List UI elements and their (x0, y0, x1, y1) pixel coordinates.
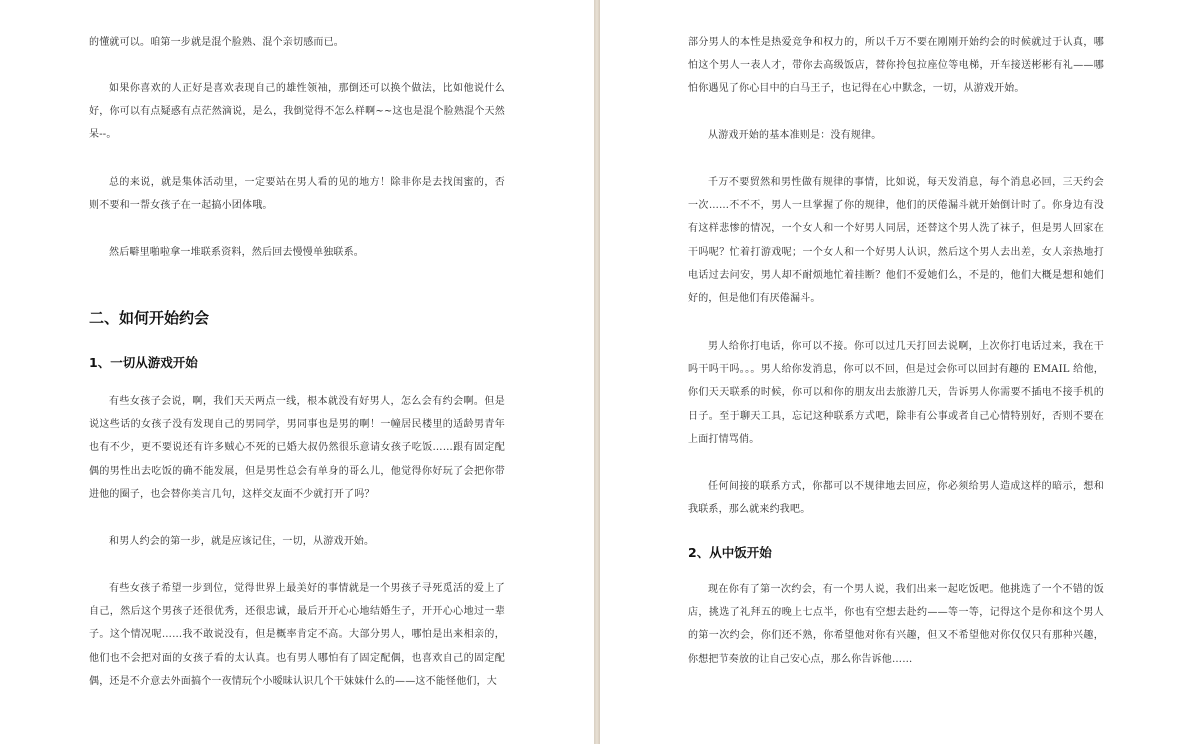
left-page (0, 0, 594, 744)
paragraph: 有些女孩子希望一步到位，觉得世界上最美好的事情就是一个男孩子寻死觅活的爱上了自己，然后这个男孩子还很优秀，还很忠诚，最后开开心心地结婚生子，开开心心地过一辈子。这个情况呢……我不敢说没有，但是概率肯定不高。大部分男人，哪怕是出来相亲的，他们也不会把对面的女孩子看的太认真。也有男人哪怕有了固定配偶，也喜欢自己的固定配偶，还是不介意去外面搞个一夜情玩个小暧昧认识几个干妹妹什么的——这不能怪他们，大 (89, 583, 505, 687)
subsection-heading: 2、从中饭开始 (688, 545, 772, 560)
paragraph: 任何间接的联系方式，你都可以不规律地去回应，你必须给男人造成这样的暗示，想和我联系，那么就来约我吧。 (688, 481, 1104, 516)
paragraph: 从游戏开始的基本准则是：没有规律。 (708, 130, 882, 141)
paragraph: 的懂就可以。咱第一步就是混个脸熟、混个亲切感而已。 (89, 37, 344, 48)
paragraph: 千万不要贸然和男性做有规律的事情，比如说，每天发消息，每个消息必回，三天约会一次……不不不，男人一旦掌握了你的规律，他们的厌倦漏斗就开始倒计时了。你身边有没有这样悲惨的情况，一个女人和一个好男人同居，还替这个男人洗了袜子，但是男人回家在干吗呢？忙着打游戏呢；一个女人和一个好男人认识，然后这个男人去出差，女人亲热地打电话过去问安，男人却不耐烦地忙着挂断？他们不爱她们么，不是的，他们大概是想和她们好的，但是他们有厌倦漏斗。 (688, 177, 1104, 305)
subsection-heading: 1、一切从游戏开始 (89, 355, 198, 370)
section-heading: 二、如何开始约会 (89, 309, 210, 327)
right-page (600, 0, 1192, 744)
paragraph: 男人给你打电话，你可以不接。你可以过几天打回去说啊，上次你打电话过来，我在干吗干吗干吗。。。男人给你发消息，你可以不回，但是过会你可以回封有趣的 EMAIL 给他，你们天天联系的时候，你可以和你的朋友出去旅游几天，告诉男人你需要不插电不接手机的日子。至于聊天工具，忘记这种联系方式吧，除非有公事或者自己心情特别好，否则不要在上面打情骂俏。 (688, 341, 1104, 445)
paragraph: 然后噼里啪啦拿一堆联系资料，然后回去慢慢单独联系。 (109, 247, 364, 258)
paragraph: 有些女孩子会说，啊，我们天天两点一线，根本就没有好男人，怎么会有约会啊。但是说这些话的女孩子没有发现自己的男同学，男同事也是男的啊！一幢居民楼里的适龄男青年也有不少，更不要说还有许多贼心不死的已婚大叔仍然很乐意请女孩子吃饭……跟有固定配偶的男性出去吃饭的确不能发展，但是男性总会有单身的哥么儿，他觉得你好玩了会把你带进他的圈子，也会替你美言几句，这样交友面不少就打开了吗？ (89, 396, 505, 500)
paragraph: 和男人约会的第一步，就是应该记住，一切，从游戏开始。 (109, 536, 375, 547)
paragraph: 总的来说，就是集体活动里，一定要站在男人看的见的地方！除非你是去找闺蜜的，否则不要和一帮女孩子在一起搞小团体哦。 (89, 177, 505, 212)
paragraph: 现在你有了第一次约会，有一个男人说，我们出来一起吃饭吧。他挑选了一个不错的饭店，挑选了礼拜五的晚上七点半，你也有空想去赴约——等一等，记得这个是你和这个男人的第一次约会，你们还不熟，你希望他对你有兴趣，但又不希望他对你仅仅只有那种兴趣，你想把节奏放的让自己安心点，那么你告诉他…… (688, 584, 1104, 665)
paragraph: 部分男人的本性是热爱竞争和权力的，所以千万不要在刚刚开始约会的时候就过于认真，哪怕这个男人一表人才，带你去高级饭店，替你拎包拉座位等电梯，开车接送彬彬有礼——哪怕你遇见了你心目中的白马王子，也记得在心中默念，一切，从游戏开始。 (688, 37, 1104, 95)
paragraph: 如果你喜欢的人正好是喜欢表现自己的雄性领袖，那倒还可以换个做法，比如他说什么好，你可以有点疑惑有点茫然滴说，是么，我倒觉得不怎么样啊~~这也是混个脸熟混个天然呆--。 (89, 83, 505, 141)
